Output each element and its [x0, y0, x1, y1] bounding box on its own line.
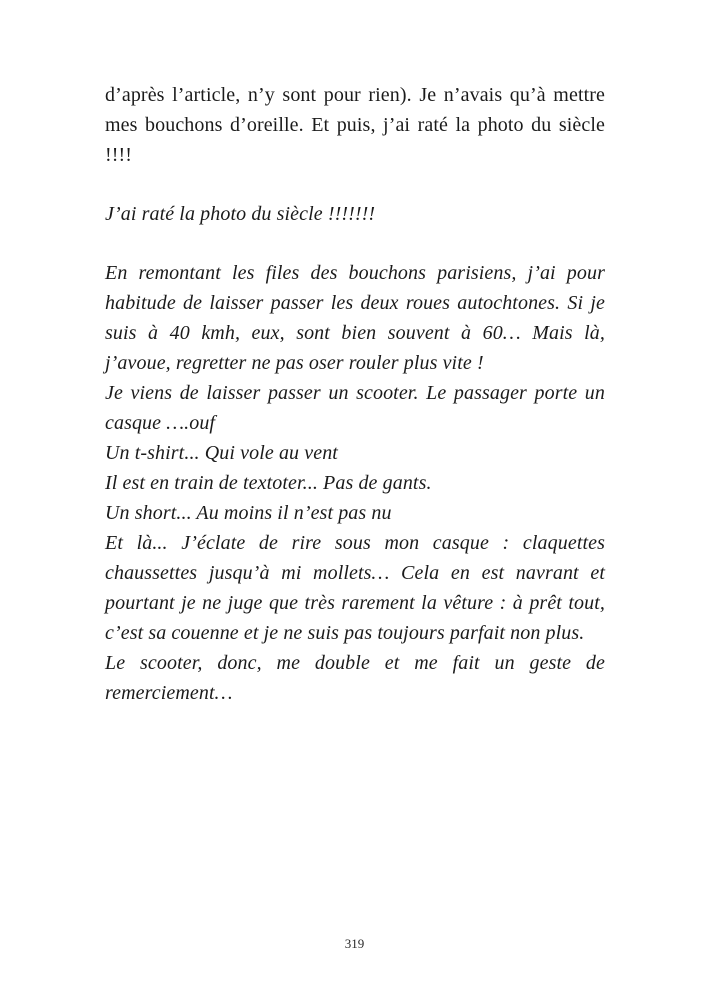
page-number: 319: [344, 936, 365, 951]
paragraph-short: Un short... Au moins il n’est pas nu: [105, 502, 392, 524]
page-content: [105, 80, 605, 708]
paragraph-intro: d’après l’article, n’y sont pour rien). Je n’avais qu’à mettre mes bouchons d’oreille. Et puis, j’ai raté la photo du siècle !!!!: [105, 84, 605, 166]
paragraph-bouchons: En remontant les files des bouchons parisiens, j’ai pour habitude de laisser passer les deux roues autochtones. Si je suis à 40 kmh, eux, sont bien souvent à 60… Mais là, j’avoue, regretter ne pas oser rouler plus vite !: [105, 262, 605, 374]
paragraph-remerciement: Le scooter, donc, me double et me fait un geste de remerciement…: [105, 652, 605, 704]
paragraph-tshirt: Un t-shirt... Qui vole au vent: [105, 442, 338, 464]
paragraph-scooter-passager: Je viens de laisser passer un scooter. Le passager porte un casque ….ouf: [105, 382, 605, 434]
paragraph-claquettes: Et là... J’éclate de rire sous mon casque : claquettes chaussettes jusqu’à mi mollets… Cela en est navrant et pourtant je ne juge que très rarement la vêture : à prêt tout, c’est sa couenne et je ne suis pas toujours parfait non plus.: [105, 532, 605, 644]
paragraph-photo-du-siecle: J’ai raté la photo du siècle !!!!!!!: [105, 203, 376, 225]
paragraph-textoter: Il est en train de textoter... Pas de gants.: [105, 472, 432, 494]
